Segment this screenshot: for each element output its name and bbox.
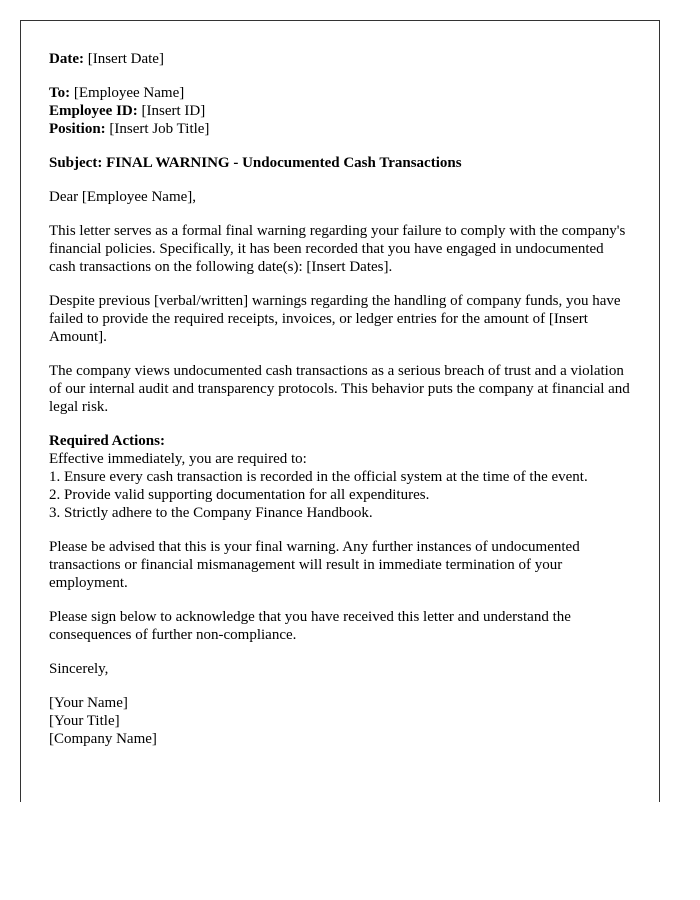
closing-paragraph: Please sign below to acknowledge that you have received this letter and understand the consequences of further non-compliance.	[49, 609, 571, 643]
required-actions-heading: Required Actions:	[49, 433, 165, 449]
body-paragraph: This letter serves as a formal final warning regarding your failure to comply with the company's financial policies. Specifically, it has been recorded that you have engaged in undocumented cash transactions on the following date(s): [Insert Dates].	[49, 223, 626, 275]
list-item: 1. Ensure every cash transaction is recorded in the official system at the time of the event.	[49, 469, 588, 485]
employee-id-line: Employee ID: [Insert ID]	[49, 103, 206, 119]
signature-name: [Your Name]	[49, 695, 128, 711]
letter-page	[20, 20, 660, 802]
date-line: Date: [Insert Date]	[49, 51, 164, 67]
required-actions-intro: Effective immediately, you are required to:	[49, 451, 307, 467]
signature-block	[49, 694, 631, 748]
salutation: Dear [Employee Name],	[49, 189, 197, 205]
recipient-block	[49, 84, 631, 138]
closing-paragraph: Please be advised that this is your final warning. Any further instances of undocumented transactions or financial mismanagement will result in immediate termination of your employment.	[49, 539, 580, 591]
signoff: Sincerely,	[49, 661, 109, 677]
list-item: 3. Strictly adhere to the Company Finance Handbook.	[49, 505, 373, 521]
body-paragraph: The company views undocumented cash transactions as a serious breach of trust and a violation of our internal audit and transparency protocols. This behavior puts the company at financial and legal risk.	[49, 363, 630, 415]
required-actions	[49, 432, 631, 522]
signature-company: [Company Name]	[49, 731, 157, 747]
signature-title: [Your Title]	[49, 713, 120, 729]
list-item: 2. Provide valid supporting documentation for all expenditures.	[49, 487, 430, 503]
body-paragraph: Despite previous [verbal/written] warnings regarding the handling of company funds, you have failed to provide the required receipts, invoices, or ledger entries for the amount of [Insert Amount].	[49, 293, 621, 345]
subject-line: Subject: FINAL WARNING - Undocumented Cash Transactions	[49, 155, 462, 171]
position-line: Position: [Insert Job Title]	[49, 121, 210, 137]
to-line: To: [Employee Name]	[49, 85, 185, 101]
